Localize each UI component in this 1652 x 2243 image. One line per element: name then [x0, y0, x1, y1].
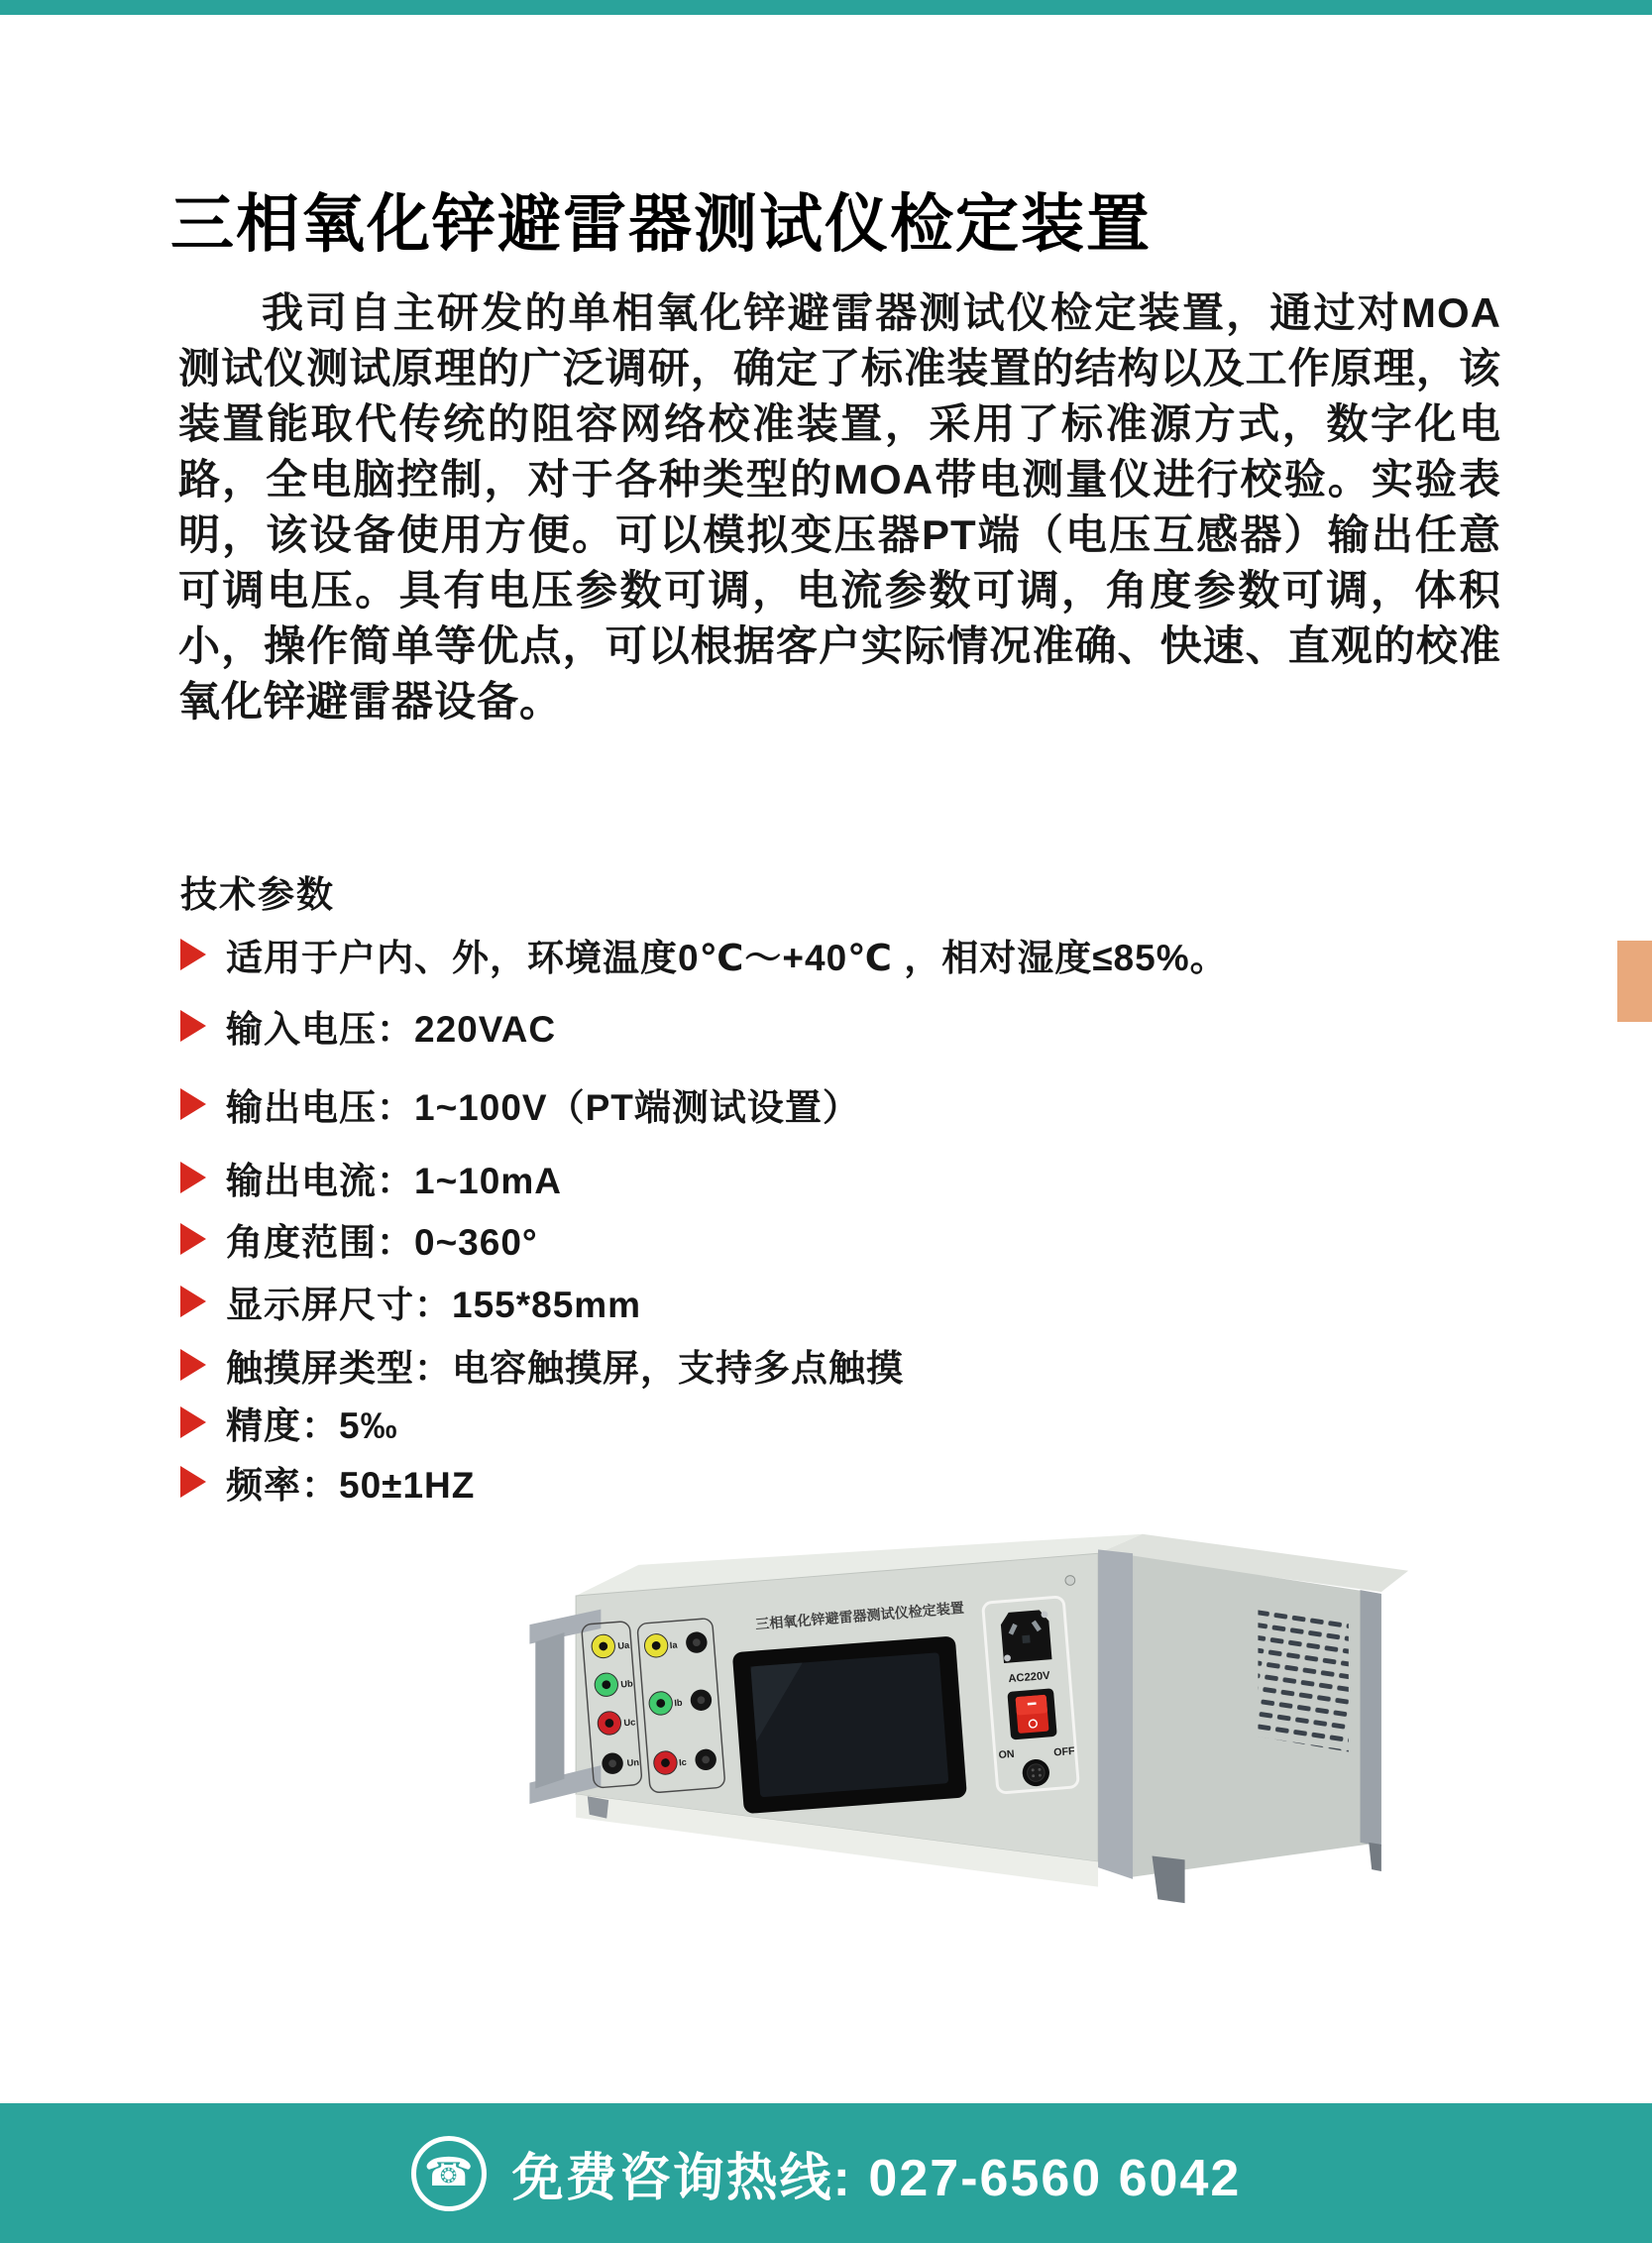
- spec-item: [180, 1280, 641, 1323]
- top-teal-bar: [0, 0, 1652, 15]
- switch-off-label: OFF: [1052, 1744, 1076, 1759]
- spec-text: 精度：5‰: [226, 1405, 398, 1446]
- rear-corner-rail: [1361, 1590, 1381, 1847]
- jack-label: Ib: [673, 1697, 683, 1709]
- device-foot: [1369, 1843, 1381, 1871]
- device-panel-title: 三相氧化锌避雷器测试仪检定装置: [754, 1599, 965, 1632]
- touchscreen[interactable]: [732, 1635, 967, 1814]
- orange-side-tab: [1617, 941, 1652, 1022]
- power-inlet-label: AC220V: [1008, 1669, 1051, 1686]
- jack-label: Ub: [620, 1678, 634, 1690]
- spec-item: [180, 1343, 904, 1387]
- spec-text: 适用于户内、外，环境温度0℃～+40℃ ，相对湿度≤85%。: [226, 938, 1228, 978]
- triangle-bullet-icon: [180, 1088, 206, 1120]
- triangle-bullet-icon: [180, 1162, 206, 1193]
- footer-bar: [0, 2103, 1652, 2243]
- spec-item: [180, 1217, 538, 1261]
- spec-item: [180, 1460, 475, 1504]
- triangle-bullet-icon: [180, 1466, 206, 1498]
- triangle-bullet-icon: [180, 1406, 206, 1438]
- panel-screw: [1065, 1576, 1075, 1586]
- power-rocker-switch[interactable]: [1007, 1688, 1056, 1739]
- jack-label: Uc: [623, 1717, 636, 1729]
- triangle-bullet-icon: [180, 939, 206, 970]
- phone-icon: [411, 2136, 487, 2211]
- spec-item: [180, 933, 1228, 976]
- spec-item: [180, 1156, 562, 1199]
- power-inlet[interactable]: [1000, 1610, 1052, 1663]
- handle-bar: [535, 1632, 564, 1789]
- ventilation-slots: [1258, 1606, 1348, 1752]
- switch-on-label: ON: [998, 1747, 1016, 1762]
- hotline-text: 免费咨询热线: 027-6560 6042: [511, 2150, 1242, 2207]
- front-corner-rail: [1098, 1549, 1133, 1879]
- spec-text: 输出电压：1~100V（PT端测试设置）: [226, 1087, 860, 1128]
- phone-glyph: ☎: [423, 2150, 474, 2194]
- tester-device-illustration: [496, 1526, 1427, 1943]
- triangle-bullet-icon: [180, 1010, 206, 1042]
- specs-heading: 技术参数: [180, 874, 335, 915]
- device-foot: [1153, 1856, 1185, 1904]
- jack-label: Ic: [678, 1756, 688, 1768]
- spec-text: 角度范围：0~360°: [226, 1222, 538, 1263]
- triangle-bullet-icon: [180, 1286, 206, 1317]
- spec-text: 频率：50±1HZ: [226, 1465, 476, 1506]
- product-photo: [496, 1526, 1427, 1943]
- triangle-bullet-icon: [180, 1349, 206, 1381]
- jack-label: Un: [626, 1756, 640, 1768]
- spec-text: 输出电流：1~10mA: [226, 1161, 562, 1201]
- intro-paragraph: 我司自主研发的单相氧化锌避雷器测试仪检定装置，通过对MOA测试仪测试原理的广泛调研，确定了标准装置的结构以及工作原理，该装置能取代传统的阻容网络校准装置，采用了标准源方式，数字化电路，全电脑控制，对于各种类型的MOA带电测量仪进行校验。实验表明，该设备使用方便。可以模拟变压器PT端（电压互感器）输出任意可调电压。具有电压参数可调，电流参数可调，角度参数可调，体积小，操作简单等优点，可以根据客户实际情况准确、快速、直观的校准氧化锌避雷器设备。: [178, 289, 1501, 725]
- jack-label: Ua: [616, 1639, 630, 1651]
- triangle-bullet-icon: [180, 1223, 206, 1255]
- spec-item: [180, 1004, 556, 1048]
- page-title: 三相氧化锌避雷器测试仪检定装置: [170, 187, 1152, 260]
- spec-text: 输入电压：220VAC: [226, 1009, 557, 1050]
- spec-text: 触摸屏类型：电容触摸屏，支持多点触摸: [226, 1348, 904, 1389]
- jack-label: Ia: [669, 1639, 678, 1651]
- spec-item: [180, 1082, 860, 1126]
- spec-item: [180, 1401, 398, 1444]
- spec-text: 显示屏尺寸：155*85mm: [226, 1285, 642, 1325]
